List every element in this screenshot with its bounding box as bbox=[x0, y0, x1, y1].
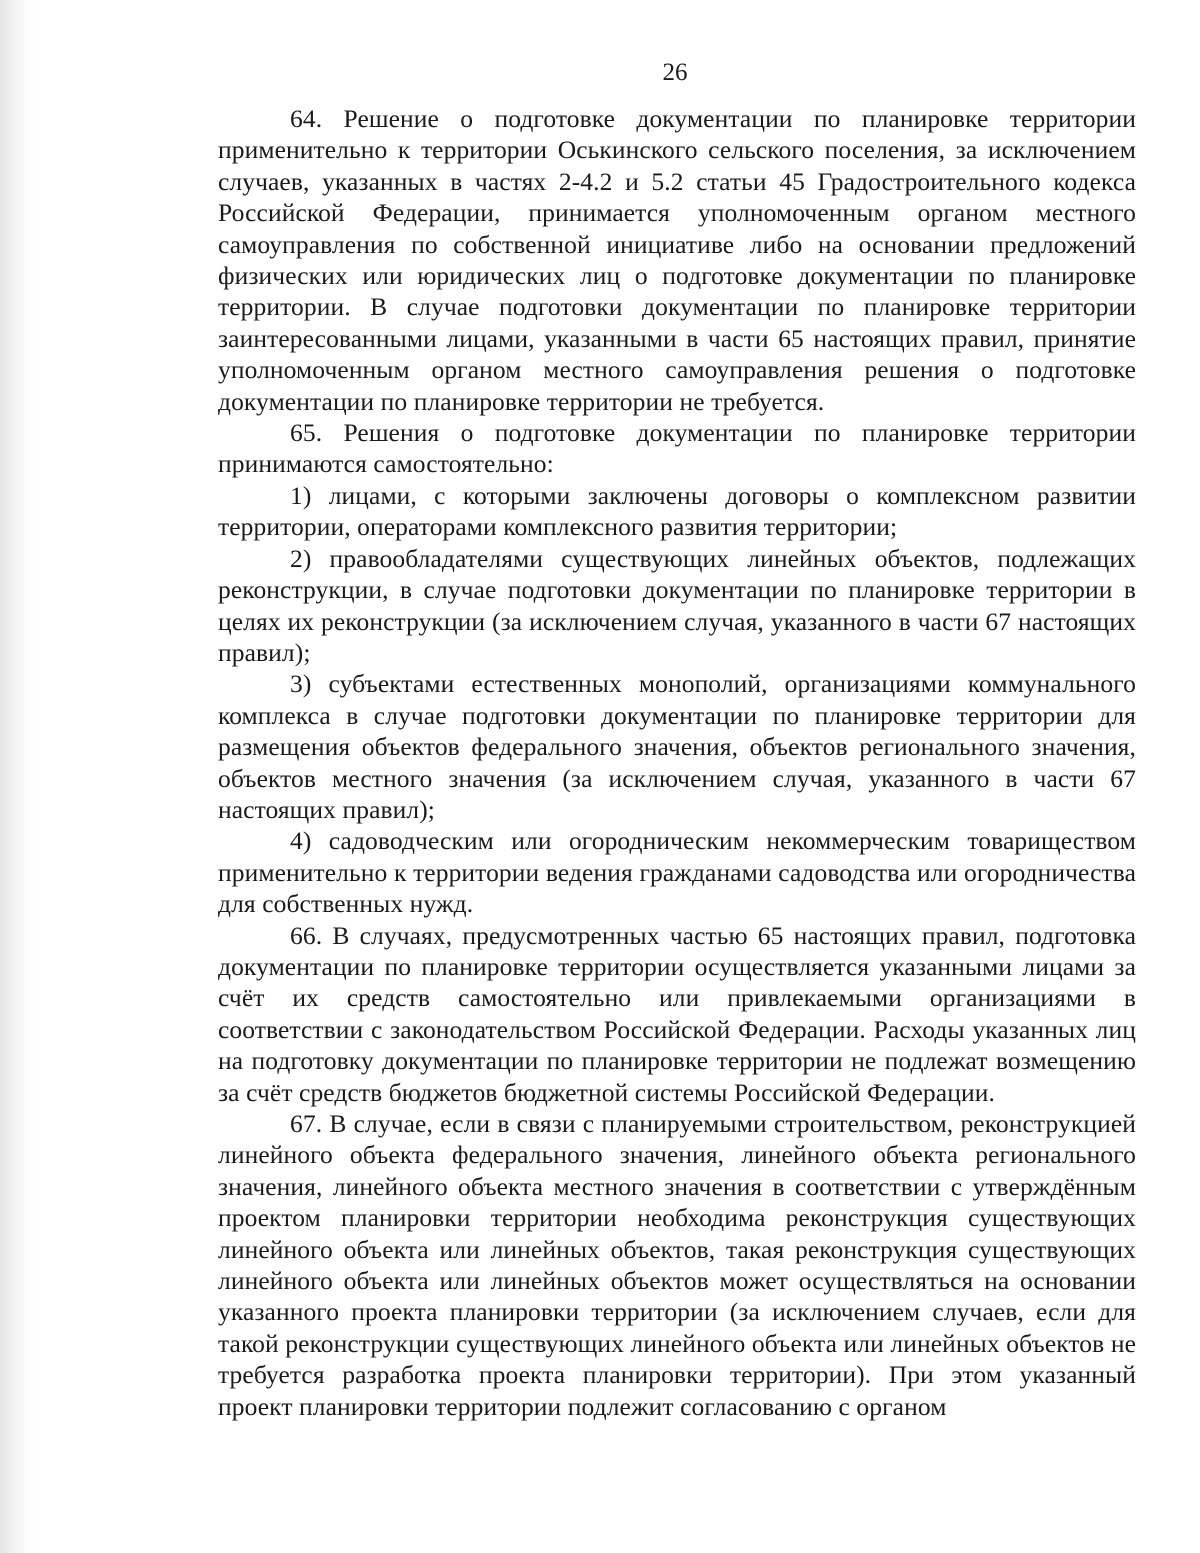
paragraph-65-item-1: 1) лицами, с которыми заключены договоры о комплексном развитии территории, операторами комплексного развития территории; bbox=[218, 480, 1136, 542]
paragraph-67: 67. В случае, если в связи с планируемыми строительством, реконструкцией линейного объекта федерального значения, линейного объекта регионального значения, линейного объекта местного значения в соответствии с утверждённым проектом планировки территории необходима реконструкция существующих линейного объекта или линейных объектов, такая реконструкция существующих линейного объекта или линейных объектов может осуществляться на основании указанного проекта планировки территории (за исключением случаев, если для такой реконструкции существующих линейного объекта или линейных объектов не требуется разработка проекта планировки территории). При этом указанный проект планировки территории подлежит согласованию с органом bbox=[218, 1109, 1136, 1421]
paragraph-66: 66. В случаях, предусмотренных частью 65 настоящих правил, подготовка документации по планировке территории осуществляется указанными лицами за счёт их средств самостоятельно или привлекаемыми организациями в соответствии с законодательством Российской Федерации. Расходы указанных лиц на подготовку документации по планировке территории не подлежат возмещению за счёт средств бюджетов бюджетной системы Российской Федерации. bbox=[218, 920, 1136, 1107]
scan-edge-shadow bbox=[0, 0, 36, 1553]
paragraph-65-item-3: 3) субъектами естественных монополий, организациями коммунального комплекса в случае подготовки документации по планировке территории для размещения объектов федерального значения, объектов регионального значения, объектов местного значения (за исключением случая, указанного в части 67 настоящих правил); bbox=[218, 669, 1136, 824]
document-body bbox=[218, 103, 1136, 1422]
paragraph-65-item-4: 4) садоводческим или огородническим некоммерческим товариществом применительно к территории ведения гражданами садоводства или огородничества для собственных нужд. bbox=[218, 826, 1136, 919]
paragraph-65: 65. Решения о подготовке документации по планировке территории принимаются самостоятельно: bbox=[218, 418, 1136, 479]
paragraph-64: 64. Решение о подготовке документации по планировке территории применительно к территории Оськинского сельского поселения, за исключением случаев, указанных в частях 2-4.2 и 5.2 статьи 45 Градостроительного кодекса Российской Федерации, принимается уполномоченным органом местного самоуправления по собственной инициативе либо на основании предложений физических или юридических лиц о подготовке документации по планировке территории. В случае подготовки документации по планировке территории заинтересованными лицами, указанными в части 65 настоящих правил, принятие уполномоченным органом местного самоуправления решения о подготовке документации по планировке территории не требуется. bbox=[218, 104, 1136, 416]
page-number: 26 bbox=[662, 59, 688, 86]
paragraph-65-item-2: 2) правообладателями существующих линейных объектов, подлежащих реконструкции, в случае подготовки документации по планировке территории в целях их реконструкции (за исключением случая, указанного в части 67 настоящих правил); bbox=[218, 543, 1136, 667]
